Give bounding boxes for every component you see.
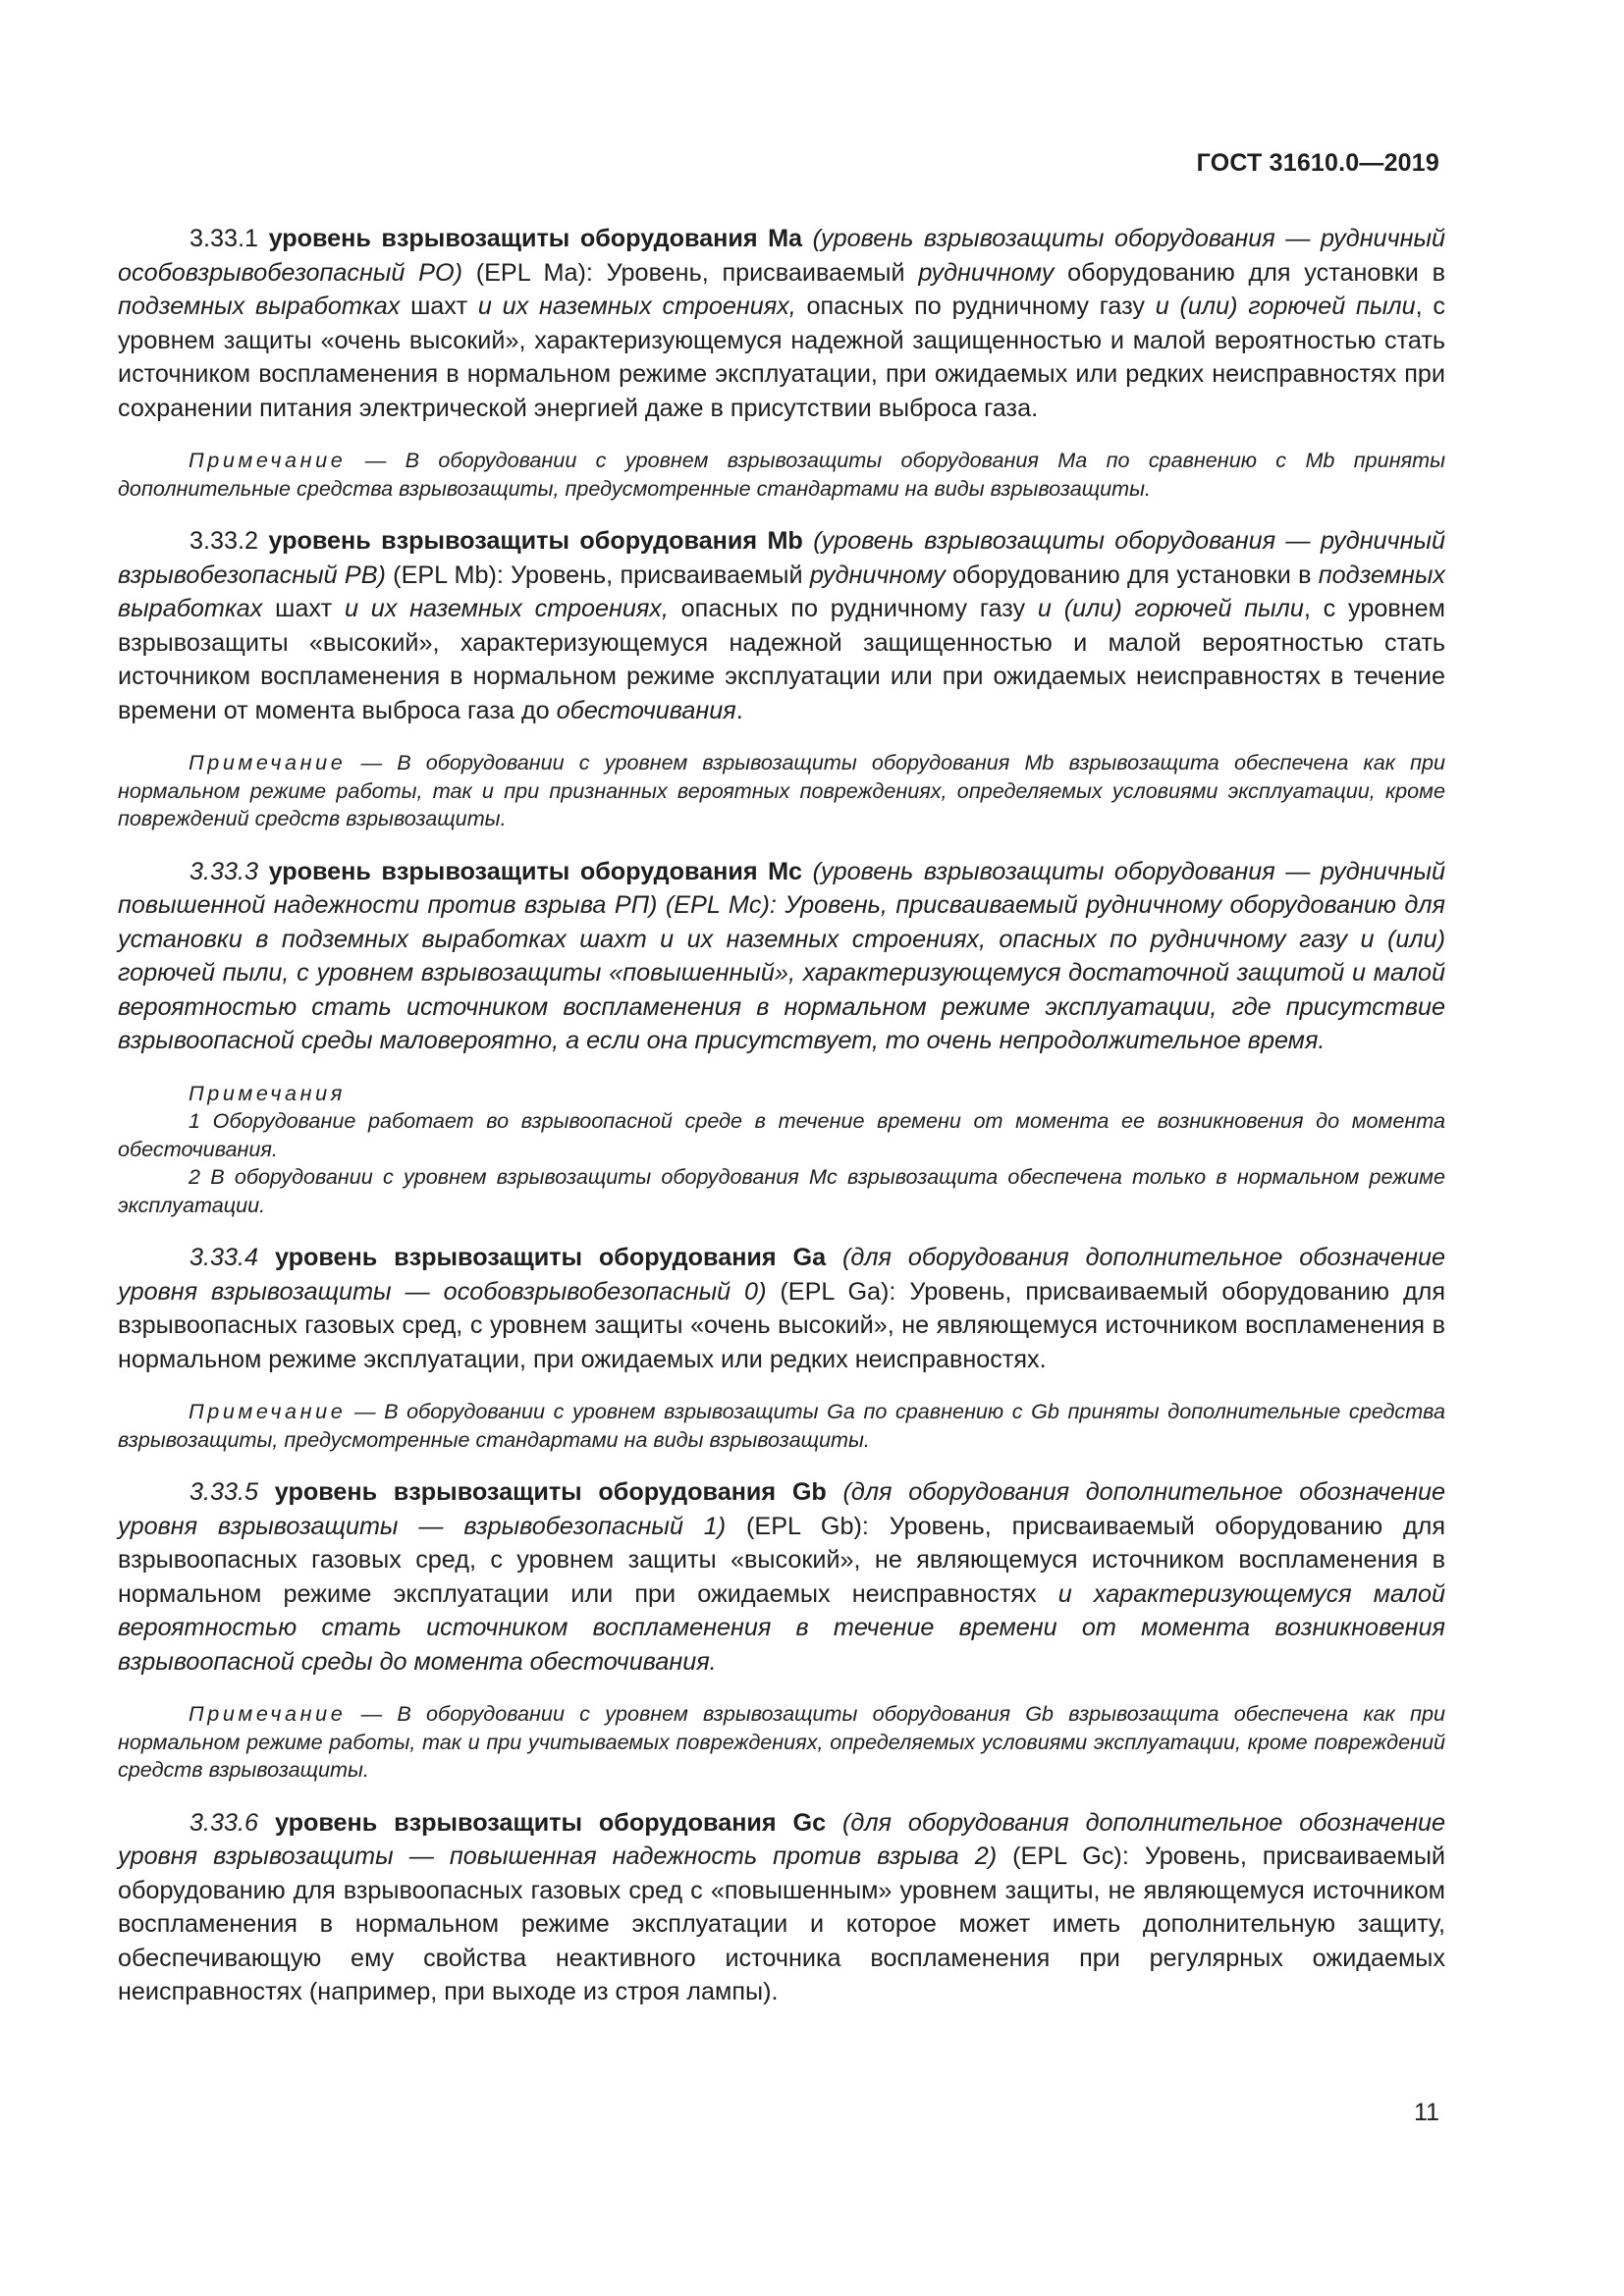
clause-number: 3.33.4 (189, 1244, 259, 1271)
note-text: — В оборудовании с уровнем взрывозащиты Ga по сравнению с Gb приняты дополнительные средства взрывозащиты, предусмотренные стандартами на виды взрывозащиты. (118, 1399, 1445, 1452)
definition-text: (EPL Gb): Уровень, присваиваемый оборудованию для взрывоопасных газовых сред, с уровнем защиты «высокий», не являющемуся источником воспламенения в нормальном режиме эксплуатации или при ожидаемых неисправностях (118, 1512, 1446, 1608)
term: уровень взрывозащиты оборудования Ga (274, 1244, 827, 1271)
note-label: Примечание (189, 1399, 347, 1423)
definition-emphasis: обесточивания (556, 696, 736, 724)
definition-emphasis: и (или) горючей пыли (1037, 595, 1304, 622)
term-alternative: (для оборудования дополнительное обозначение уровня взрывозащиты — взрывобезопасный 1) (118, 1478, 1446, 1540)
term: уровень взрывозащиты оборудования Gc (274, 1808, 827, 1837)
clause-3-33-2 (118, 524, 1445, 727)
clause-number: 3.33.5 (189, 1478, 259, 1506)
clause-3-33-5 (118, 1475, 1445, 1679)
term: уровень взрывозащиты оборудования Ma (268, 225, 803, 252)
document-code: ГОСТ 31610.0—2019 (1196, 149, 1439, 177)
clause-number: 3.33.1 (189, 225, 259, 252)
definition-text: опасных по рудничному газу (795, 293, 1156, 320)
note-item: 2 В оборудовании с уровнем взрывозащиты оборудования Mc взрывозащита обеспечена только в нормальном режиме эксплуатации. (118, 1164, 1445, 1217)
definition-text: (EPL Mb): Уровень, присваиваемый (385, 561, 810, 589)
page-number: 11 (1414, 2099, 1439, 2126)
note (118, 1700, 1445, 1785)
note-label: Примечание (189, 448, 347, 472)
note-label: Примечание (189, 750, 347, 774)
clause-number: 3.33.6 (189, 1808, 259, 1837)
definition-emphasis: и характеризующемуся малой вероятностью стать источником воспламенения в течение времени от момента возникновения взрывоопасной среды до момента обесточивания. (118, 1579, 1445, 1676)
definition-text: , с уровнем защиты «очень высокий», характеризующемуся надежной защищенностью и малой вероятностью стать источником воспламенения в нормальном режиме эксплуатации, при ожидаемых или редких неисправностях при сохранении питания электрической энергией даже в присутствии выброса газа. (118, 293, 1445, 422)
term-alternative: (для оборудования дополнительное обозначение уровня взрывозащиты — особовзрывобезопасный 0) (118, 1244, 1445, 1306)
note-text: — В оборудовании с уровнем взрывозащиты оборудования Mb взрывозащита обеспечена как при нормальном режиме работы, так и при признанных вероятных повреждениях, определяемых условиями эксплуатации, кроме повреждений средств взрывозащиты. (118, 750, 1445, 830)
definition-text: опасных по рудничному газу (668, 595, 1038, 622)
term: уровень взрывозащиты оборудования Mc (268, 857, 803, 885)
definition-text: , с уровнем взрывозащиты «высокий», характеризующемуся надежной защищенностью и малой вероятностью стать источником воспламенения в нормальном режиме эксплуатации или при ожидаемых неисправностях в течение времени от момента выброса газа до (118, 595, 1446, 724)
clause-3-33-6 (118, 1806, 1445, 2009)
note-text: — В оборудовании с уровнем взрывозащиты оборудования Gb взрывозащита обеспечена как при нормальном режиме работы, так и при учитываемых повреждениях, определяемых условиями эксплуатации, кроме повреждений средств взрывозащиты. (118, 1701, 1445, 1782)
note (118, 447, 1445, 503)
note (118, 1398, 1445, 1454)
definition-emphasis: и их наземных строениях, (344, 595, 669, 622)
note (118, 749, 1445, 833)
note-label: Примечание (189, 1701, 347, 1726)
definition-emphasis: и (или) горючей пыли (1155, 293, 1416, 320)
definition-emphasis: рудничному (918, 258, 1055, 287)
definition-text: (EPL Gc): Уровень, присваиваемый оборудованию для взрывоопасных газовых сред с «повышенным» уровнем защиты, не являющемуся источником воспламенения в нормальном режиме эксплуатации и которое может иметь дополнительную защиту, обеспечивающую ему свойства неактивного источника воспламенения при регулярных ожидаемых неисправностях (например, при выходе из строя лампы). (118, 1842, 1445, 2005)
definition-text: оборудованию для установки в (945, 561, 1319, 589)
term-alternative: (уровень взрывозащиты оборудования — рудничный взрывобезопасный PB) (118, 527, 1445, 589)
term-alternative: (для оборудования дополнительное обозначение уровня взрывозащиты — повышенная надежность против взрыва 2) (118, 1808, 1445, 1870)
definition-emphasis: и их наземных строениях, (477, 293, 796, 320)
document-body (118, 222, 1445, 2031)
definition-text: шахт (262, 595, 345, 622)
definition-emphasis: подземных выработках (118, 293, 401, 320)
definition-text: (EPL Ma): Уровень, присваиваемый (461, 258, 919, 287)
definition-emphasis: рудничному (809, 561, 946, 589)
notes-label: Примечания (189, 1080, 346, 1105)
note-text: — В оборудовании с уровнем взрывозащиты оборудования Ma по сравнению с Mb приняты дополнительные средства взрывозащиты, предусмотренные стандартами на виды взрывозащиты. (118, 448, 1445, 501)
term: уровень взрывозащиты оборудования Mb (268, 527, 803, 555)
note-item: 1 Оборудование работает во взрывоопасной среде в течение времени от момента ее возникновения до момента обесточивания. (118, 1108, 1445, 1161)
definition-emphasis: подземных выработках (118, 561, 1445, 622)
clause-number: 3.33.2 (189, 527, 259, 555)
clause-3-33-4 (118, 1241, 1445, 1376)
term: уровень взрывозащиты оборудования Gb (274, 1478, 827, 1506)
definition-text: (уровень взрывозащиты оборудования — рудничный повышенной надежности против взрыва PП) (EPL Mc): Уровень, присваиваемый рудничному оборудованию для установки в подземных выработках шахт и их наземных строениях, опасных по рудничному газу и (или) горючей пыли, с уровнем взрывозащиты «повышенный», характеризующемуся достаточной защитой и малой вероятностью стать источником воспламенения в нормальном режиме эксплуатации, где присутствие взрывоопасной среды маловероятно, а если она присутствует, то очень непродолжительное время. (118, 857, 1445, 1054)
clause-number: 3.33.3 (189, 857, 259, 885)
definition-text: шахт (400, 293, 478, 320)
notes (118, 1080, 1445, 1220)
term-alternative: (уровень взрывозащиты оборудования — рудничный особовзрывобезопасный PO) (118, 225, 1446, 287)
definition-text: оборудованию для установки в (1054, 258, 1445, 287)
definition-text: (EPL Ga): Уровень, присваиваемый оборудованию для взрывоопасных газовых сред, с уровнем защиты «очень высокий», не являющемуся источником воспламенения в нормальном режиме эксплуатации, при ожидаемых или редких неисправностях. (118, 1277, 1445, 1373)
clause-3-33-1 (118, 222, 1445, 425)
clause-3-33-3 (118, 855, 1445, 1058)
definition-text: . (735, 696, 743, 724)
